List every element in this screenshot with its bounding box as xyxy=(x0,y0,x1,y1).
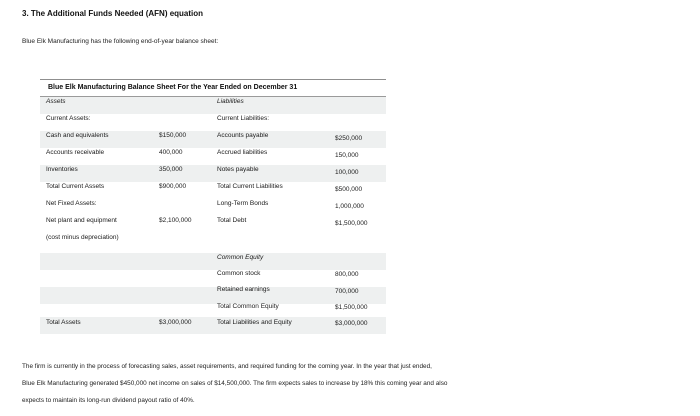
total-debt-label: Total Debt xyxy=(217,217,247,224)
current-assets-label: Current Assets: xyxy=(46,115,91,122)
net-plant-note: (cost minus depreciation) xyxy=(46,234,119,241)
notes-payable-label: Notes payable xyxy=(217,166,259,173)
inventories-value: 350,000 xyxy=(159,166,183,173)
total-liabilities-equity-value: $3,000,000 xyxy=(335,320,368,327)
net-fixed-assets-label: Net Fixed Assets: xyxy=(46,200,97,207)
cash-value: $150,000 xyxy=(159,132,187,139)
total-common-equity-value: $1,500,000 xyxy=(335,304,368,311)
accrued-liabilities-label: Accrued liabilities xyxy=(217,149,268,156)
liabilities-header: Liabilities xyxy=(217,98,244,105)
problem-text-line: expects to maintain its long-run dividend payout ratio of 40%. xyxy=(22,397,195,404)
inventories-label: Inventories xyxy=(46,166,78,173)
cash-label: Cash and equivalents xyxy=(46,132,109,139)
receivable-label: Accounts receivable xyxy=(46,149,105,156)
total-debt-value: $1,500,000 xyxy=(335,220,368,227)
intro-text: Blue Elk Manufacturing has the following end-of-year balance sheet: xyxy=(22,38,219,45)
net-plant-value: $2,100,000 xyxy=(159,217,192,224)
long-term-bonds-label: Long-Term Bonds xyxy=(217,200,269,207)
problem-text-line: Blue Elk Manufacturing generated $450,000 net income on sales of $14,500,000. The firm expects sales to increase by 18% this coming year and also xyxy=(22,380,448,387)
notes-payable-value: 100,000 xyxy=(335,169,359,176)
row-band xyxy=(40,253,386,270)
receivable-value: 400,000 xyxy=(159,149,183,156)
balance-sheet-title: Blue Elk Manufacturing Balance Sheet For the Year Ended on December 31 xyxy=(48,84,298,91)
total-current-liabilities-label: Total Current Liabilities xyxy=(217,183,283,190)
common-stock-value: 800,000 xyxy=(335,271,359,278)
total-assets-label: Total Assets xyxy=(46,319,81,326)
total-liabilities-equity-label: Total Liabilities and Equity xyxy=(217,319,292,326)
current-liabilities-label: Current Liabilities: xyxy=(217,115,270,122)
common-stock-label: Common stock xyxy=(217,270,261,277)
question-heading: 3. The Additional Funds Needed (AFN) equation xyxy=(22,9,204,18)
retained-earnings-label: Retained earnings xyxy=(217,286,270,293)
accounts-payable-label: Accounts payable xyxy=(217,132,269,139)
row-band xyxy=(40,97,386,114)
problem-text xyxy=(22,358,662,409)
long-term-bonds-value: 1,000,000 xyxy=(335,203,364,210)
total-common-equity-label: Total Common Equity xyxy=(217,303,279,310)
total-current-liabilities-value: $500,000 xyxy=(335,186,363,193)
accounts-payable-value: $250,000 xyxy=(335,135,363,142)
common-equity-header: Common Equity xyxy=(217,254,264,261)
total-assets-value: $3,000,000 xyxy=(159,319,192,326)
total-current-assets-value: $900,000 xyxy=(159,183,187,190)
retained-earnings-value: 700,000 xyxy=(335,288,359,295)
problem-text-line: The firm is currently in the process of forecasting sales, asset requirements, and required funding for the coming year. In the year that just ended, xyxy=(22,363,432,370)
assets-header: Assets xyxy=(46,98,66,105)
accrued-liabilities-value: 150,000 xyxy=(335,152,359,159)
top-rule xyxy=(40,79,386,80)
net-plant-label: Net plant and equipment xyxy=(46,217,117,224)
total-current-assets-label: Total Current Assets xyxy=(46,183,105,190)
